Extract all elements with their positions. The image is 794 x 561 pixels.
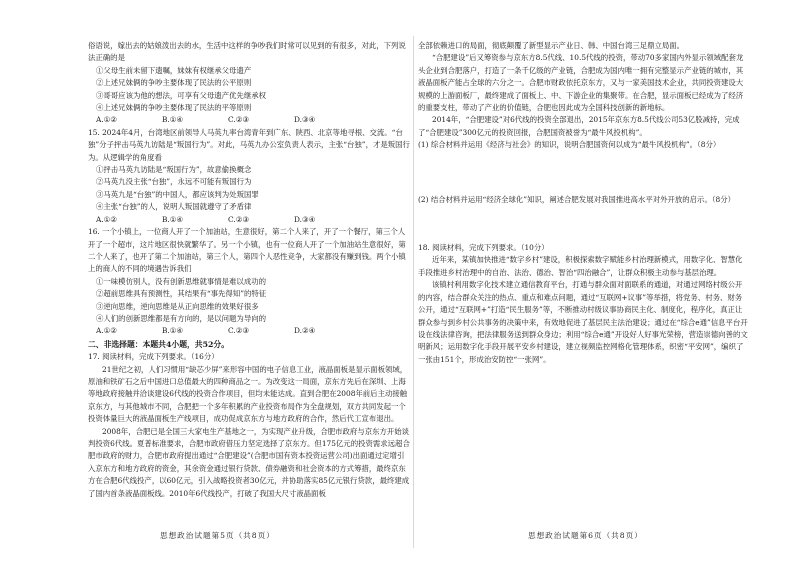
q17-subquestion-2: (2) 结合材料并运用“经济全球化”知识，阐述合肥发展对我国推进高水平对外开放的启示。（8分） (418, 194, 736, 204)
q17-material-para-3: “合肥建设”后又筹资参与京东方8.5代线、10.5代线的投资，带动70多家国内外显示领域配套龙头企业到合肥落户，打造了一条千亿级的产业链，合肥成为国内唯一拥有完整显示产业链的城市，其液晶面板产能占全球的六分之一。合肥市财政依托京东方，又与一家美国技术企业，共同投资建设大规模的上游面板厂，最终建成了面板上、中、下游企业的集聚带。在合肥，显示面板已经成为了经济的重要支柱，带动了产业的价值链，合肥也因此成为全国科技创新的新地标。 (418, 53, 744, 113)
right-page (418, 40, 748, 366)
q15-choice-c: C.②③ (228, 214, 249, 224)
q14-option-1: ①父母生前未留下遗嘱，妹妹有权继承父母遗产 (96, 65, 252, 75)
q14-option-4: ④上述兄妹俩的争吵主要体现了民法的平等原则 (96, 103, 252, 113)
answer-space-2[interactable] (418, 206, 748, 242)
q14-choice-d: D.③④ (294, 115, 316, 125)
q16-option-2: ②超前思维具有预测性，其结果有“事先得知”的特征 (96, 289, 267, 299)
q18-heading: 18. 阅读材料，完成下列要求。（10分） (418, 243, 549, 253)
left-page (88, 40, 410, 500)
q17-material-para-2-cont: 全部依赖进口的局面，彻底颠覆了新型显示产业日、韩、中国台湾三足鼎立局面。 (418, 41, 685, 50)
q15-option-4: ④主张“台独”的人，说明人叛国就遵守了矛盾律 (96, 202, 252, 212)
q15-choice-b: B.①④ (162, 214, 184, 224)
q18-material-para-1: 近年来，某镇加快推进“数字乡村”建设，积极探索数字赋能乡村治理新模式，用数字化、智慧化手段推进乡村治理中的自治、法治、德治、智治“四治融合”，让群众积极主动参与基层治理。 (418, 255, 743, 277)
q15-choice-a: A.①② (96, 214, 117, 224)
q16-option-4: ④人们的创新思维都是有方向的，是以问题为导向的 (96, 313, 266, 323)
q16-choice-b: B.①④ (162, 326, 184, 336)
q17-subquestion-1: (1) 综合材料并运用《经济与社会》的知识，说明合肥国资何以成为“最牛风投机构”。（8分） (418, 140, 721, 150)
section-title: 二、非选择题：本题共4小题，共52分。 (88, 339, 230, 349)
q17-material-para-4: 2014年，“合肥建设”对6代线的投资全部退出，2015年京东方8.5代线公司53亿股减持，完成了“合肥建设”300亿元的投资回报，合肥国资被誉为“最牛风投机构”。 (418, 115, 740, 137)
q17-material-para-2: 2008年，合肥已是全国三大家电生产基地之一，为实现产业升级，合肥市政府与京东方开始谈判投资6代线。夏普标准要求，合肥市政府借压力坚定选择了京东方。但175亿元的投资需求远超合肥市政府的财力，合肥市政府提出通过“合肥建设”(合肥市国有资本投资运营公司)出面通过定增引入京东方和地方政府的资金，其余资金通过银行贷款、债券融资和社会资本的方式筹措，最终京东方在合肥6代线投产，以60亿元，引入战略投资者30亿元，并协助落实85亿元银行贷款，最终建成了国内首条液晶面板线。2010年6代线投产，打破了我国大尺寸液晶面板 (88, 426, 410, 498)
q15-option-1: ①抨击马英九访陆是“叛国行为”，故意偷换概念 (96, 165, 252, 175)
q16-stem: 16. 一个小镇上，一位商人开了一个加油站，生意很好，第二个人来了，开了一个餐厅，第三个人开了一个超市，这片地区很快就繁华了。另一个小镇，也有一位商人开了一个加油站生意很好，第二个人来了，也开了第二个加油站，第三个人，第四个人恶性竞争，大家都没有赚到钱。两个小镇上的商人的不同的境遇告诉我们 (88, 227, 406, 274)
q16-option-3: ③逆向思维，逆向思维是从正向思维的效果好很多 (96, 301, 259, 311)
q15-option-2: ②马英九没主张“台独”，永远不可能有叛国行为 (96, 177, 252, 187)
q15-choice-d: D.③④ (294, 214, 316, 224)
q16-choice-c: C.②③ (228, 326, 249, 336)
q16-choice-d: D.②④ (294, 326, 316, 336)
q14-stem-tail: 俗语说，嫁出去的姑娘泼出去的水，生活中这样的争吵我们时常可以见到的有很多，对此，下列说法正确的是 (88, 41, 406, 63)
q17-material-para-1: 21世纪之初，人们习惯用“缺芯少屏”来形容中国的电子信息工业，液晶面板是显示面板领域，原油和铁矿石之后中国进口总值最大的四种商品之一。为改变这一局面，京东方先后在深圳、上海等地政府接触并洽谈建设6代线的投资合作项目，但均未能达成。直到合肥在2008年前后主动接触京东方，与其他城市不同，合肥把一个多年积累的产业投资布局作为全盘规划，双方共同发起一个投资体量巨大的液晶面板生产线项目，成功促成京东方与地方政府的合作，然后代工宣布退出。 (88, 364, 408, 424)
footer-page-6: 思想政治试题第6页（共8页） (528, 531, 643, 540)
page-divider (413, 36, 414, 548)
q15-option-3: ③马英九是“台独”的中国人，都应该判为处叛国罪 (96, 189, 259, 199)
q14-choice-c: C.②③ (228, 115, 249, 125)
q14-choices (88, 114, 410, 126)
q16-choice-a: A.①② (96, 326, 117, 336)
footer-page-5: 思想政治试题第5页（共8页） (160, 531, 275, 540)
q18-material-para-2: 该镇村利用数字化技术建立通信教育平台，打通与群众面对面联系的通道，对通过网络村级公开的内容，结合群众关注的热点、重点和难点问题，通过“互联网+议事”等举措，将党务、村务、财务公开，通过“互联网+”打造“民生服务”等，不断推动村级议事协商民主化、制度化，程序化，真正让群众参与到乡村公共事务的决策中来，有效地促进了基层民主法治建设；通过在“综合e通”信息平台开设在线法律咨询，把法律服务送到群众身边；利用“综合e通”开设好人好事光荣榜，营造崇德向善的文明新风；运用数字化手段开展平安乡村建设，建立视频监控网格化管理体系，织密“平安网”，编织了一张由151个，形成治安防控“一张网”。 (418, 280, 748, 364)
q15-choices (88, 214, 410, 226)
q16-option-1: ①一味模仿别人，没有创新思维就事情是难以成功的 (96, 276, 266, 286)
answer-space-1[interactable] (418, 152, 748, 194)
q14-choice-a: A.①② (96, 115, 117, 125)
q14-option-3: ③哥哥应该为他的想法，可享有父母遗产优先继承权 (96, 90, 266, 100)
q14-option-2: ②上述兄妹俩的争吵主要体现了民法的公平原则 (96, 78, 252, 88)
q17-heading: 17. 阅读材料，完成下列要求。（16分） (88, 352, 219, 362)
q14-choice-b: B.①④ (162, 115, 184, 125)
q16-choices (88, 325, 410, 337)
q15-stem: 15. 2024年4月，台湾地区前领导人马英九率台湾青年到广东、陕西、北京等地寻根、交流。“台独”分子抨击马英九访陆是“叛国行为”。对此，马英九办公室负责人表示，主张“台独”，才是叛国行为。从逻辑学的角度看 (88, 127, 410, 162)
